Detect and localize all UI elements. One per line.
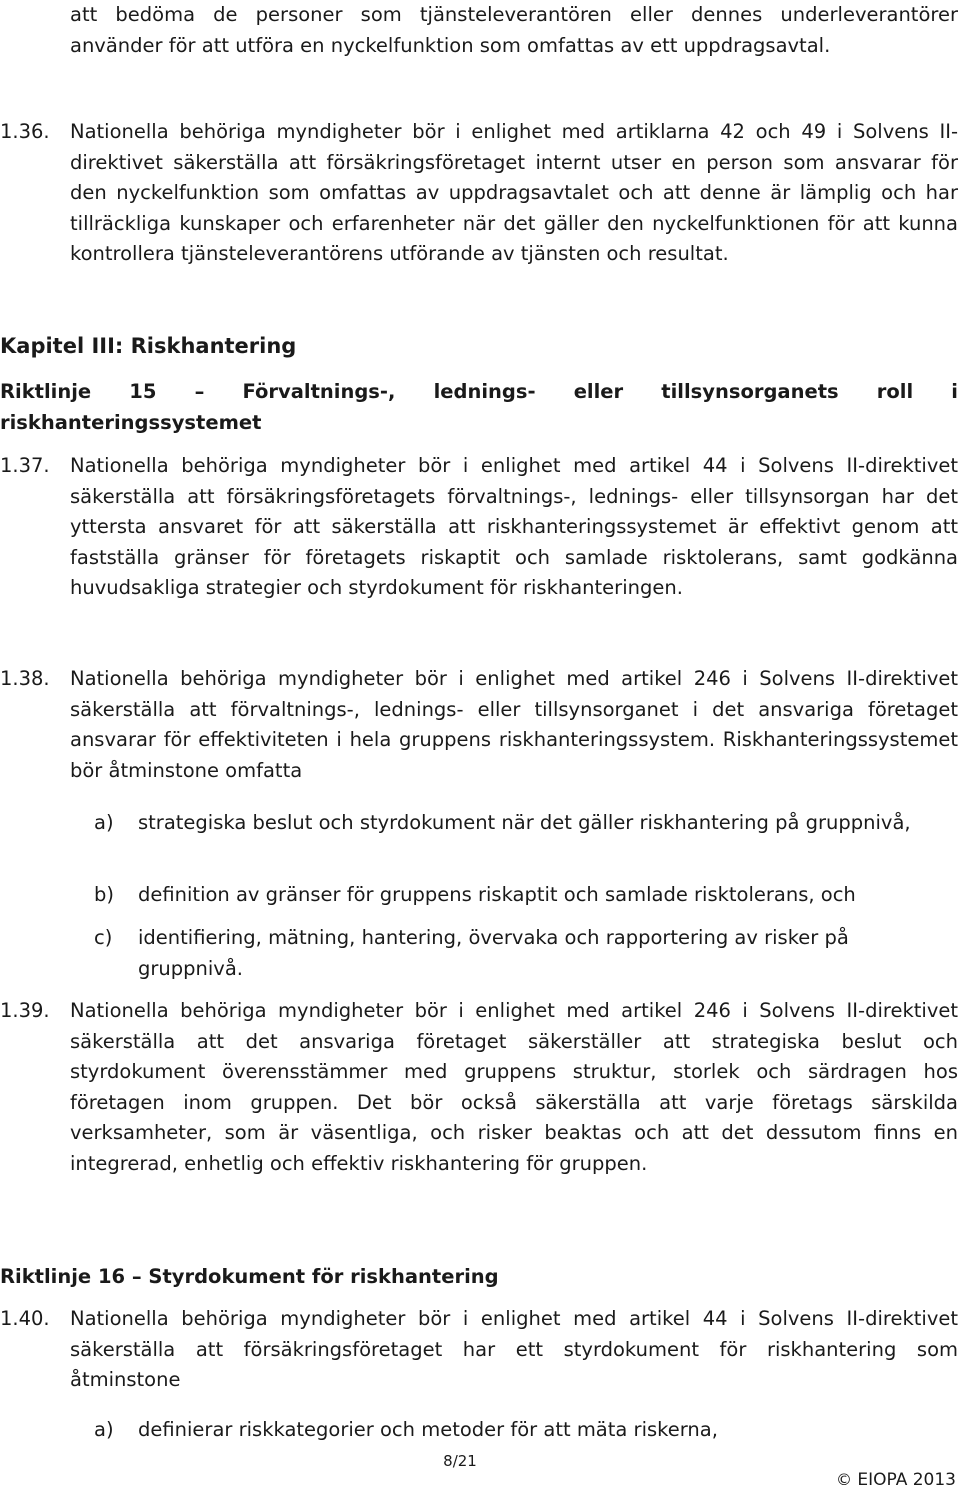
paragraph-text: Nationella behöriga myndigheter bör i enlighet med artikel 246 i Solvens II-direktivet säkerställa att det ansvariga företaget säkerställer att strategiska beslut och styrdokument överensstämmer med gruppens struktur, storlek och särdragen hos företagen inom gruppen. Det bör också säkerställa att varje företags särskilda verksamheter, som är väsentliga, och risker beaktas och att det dessutom finns en integrerad, enhetlig och effektiv riskhantering för gruppen. [70, 999, 958, 1175]
list-label: a) [94, 811, 114, 834]
paragraph-text: Nationella behöriga myndigheter bör i enlighet med artikel 246 i Solvens II-direktivet säkerställa att förvaltnings-, lednings- eller tillsynsorganet i det ansvariga företaget ansvarar för effektiviteten i hela gruppens riskhanteringssystem. Riskhanteringssystemet bör åtminstone omfatta [70, 667, 958, 782]
guideline-16-heading: Riktlinje 16 – Styrdokument för riskhantering [0, 1265, 499, 1288]
paragraph-1-38 [0, 664, 958, 786]
copyright-text: EIOPA 2013 [857, 1470, 956, 1490]
paragraph-number: 1.39. [0, 999, 50, 1022]
copyright-icon: © [835, 1470, 852, 1489]
list-text: definierar riskkategorier och metoder för att mäta riskerna, [138, 1418, 718, 1441]
paragraph-number: 1.36. [0, 120, 50, 143]
list-label: c) [94, 926, 113, 949]
list-item [94, 923, 956, 984]
paragraph-text: Nationella behöriga myndigheter bör i enlighet med artikel 44 i Solvens II-direktivet säkerställa att försäkringsföretagets förvaltnings-, lednings- eller tillsynsorgan har det yttersta ansvaret för att säkerställa att riskhanteringssystemet är effektivt genom att fastställa gränser för företagets riskaptit och samlade risktolerans, samt godkänna huvudsakliga strategier och styrdokument för riskhanteringen. [70, 454, 958, 600]
chapter-heading: Kapitel III: Riskhantering [0, 334, 297, 358]
paragraph-text: Nationella behöriga myndigheter bör i enlighet med artiklarna 42 och 49 i Solvens II-direktivet säkerställa att försäkringsföretaget internt utser en person som ansvarar för den nyckelfunktion som omfattas av uppdragsavtalet och att denne är lämplig och har tillräckliga kunskaper och erfarenheter när det gäller den nyckelfunktionen för att kunna kontrollera tjänsteleverantörens utförande av tjänsten och resultat. [70, 120, 958, 266]
paragraph-number: 1.38. [0, 667, 50, 690]
list-text: strategiska beslut och styrdokument när det gäller riskhantering på gruppnivå, [138, 811, 911, 834]
paragraph-1-39 [0, 996, 958, 1180]
list-text: identifiering, mätning, hantering, övervaka och rapportering av risker på gruppnivå. [138, 926, 849, 980]
list-item [94, 880, 956, 911]
paragraph-1-37 [0, 451, 958, 604]
paragraph-1-40 [0, 1304, 958, 1396]
copyright-notice [836, 1470, 956, 1490]
list-label: a) [94, 1418, 114, 1441]
list-item [94, 1415, 956, 1446]
paragraph-number: 1.37. [0, 454, 50, 477]
intro-continuation: att bedöma de personer som tjänsteleverantören eller dennes underleverantörer använder för att utföra en nyckelfunktion som omfattas av ett uppdragsavtal. [70, 3, 958, 57]
guideline-15-heading: Riktlinje 15 – Förvaltnings-, lednings- eller tillsynsorganets roll i riskhanteringssystemet [0, 380, 958, 434]
paragraph-text: Nationella behöriga myndigheter bör i enlighet med artikel 44 i Solvens II-direktivet säkerställa att försäkringsföretaget har ett styrdokument för riskhantering som åtminstone [70, 1307, 958, 1392]
paragraph-number: 1.40. [0, 1307, 50, 1330]
page-number: 8/21 [443, 1452, 477, 1470]
paragraph-1-36 [0, 117, 958, 270]
list-label: b) [94, 883, 114, 906]
list-text: definition av gränser för gruppens riskaptit och samlade risktolerans, och [138, 883, 856, 906]
list-item [94, 808, 956, 839]
